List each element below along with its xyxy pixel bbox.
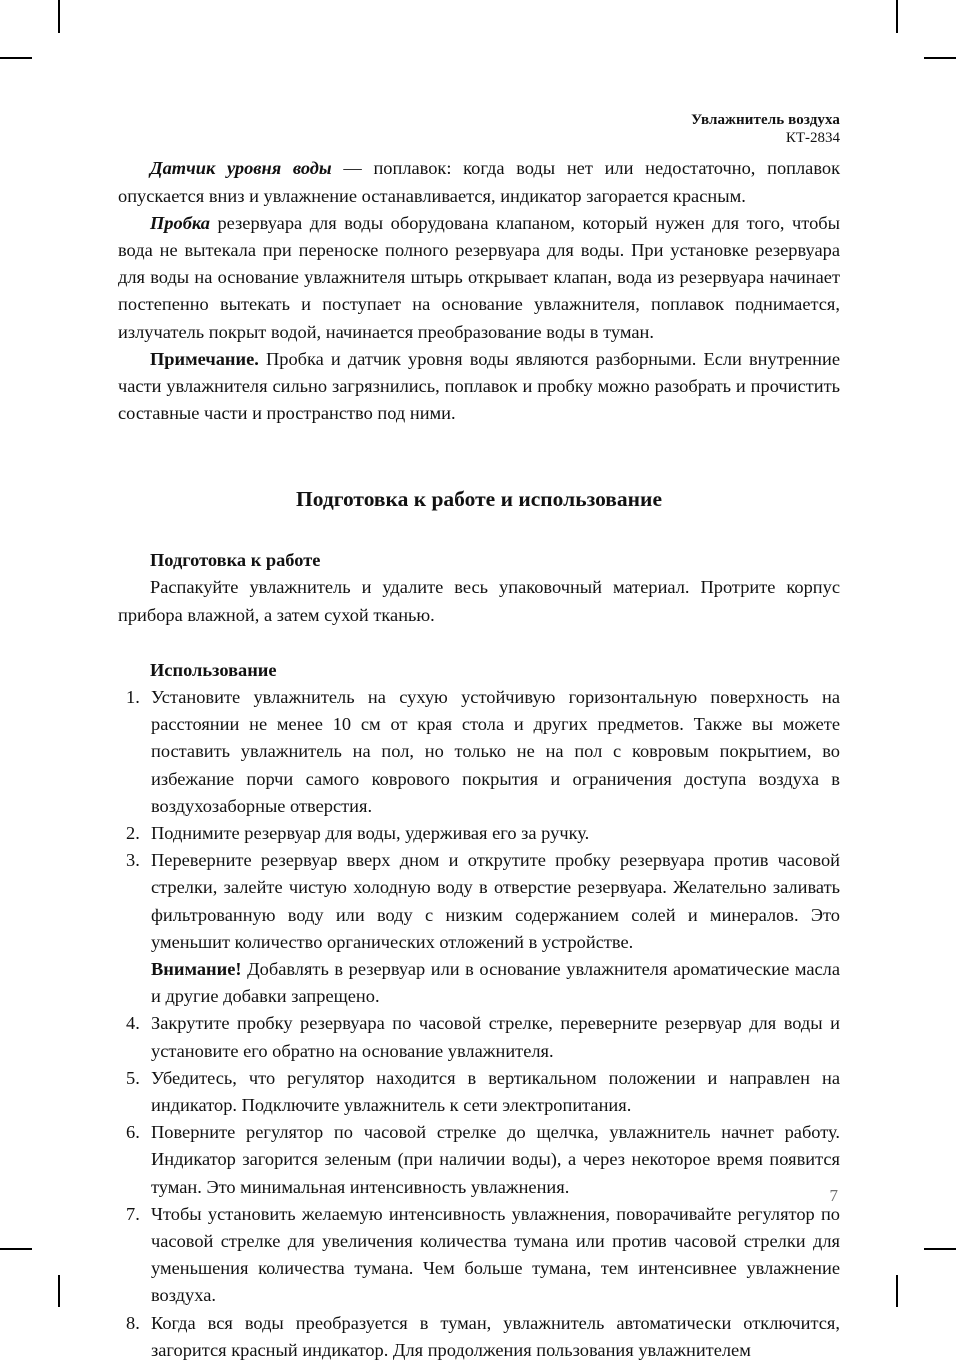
list-item [118,1010,840,1064]
crop-mark-top-left-horizontal [0,57,32,59]
paragraph-cap-text: резервуара для воды оборудована клапаном, который нужен для того, чтобы вода не вытекала при переноске полного резервуара для воды. При установке резервуара для воды на основание увлажнителя штырь открывает клапан, вода из резервуара начинает постепенно вытекать и поступает на основание увлажнителя, поплавок поднимается, излучатель покрыт водой, начинается преобразование воды в туман. [118,212,840,342]
crop-mark-bottom-left-horizontal [0,1248,32,1250]
list-item-number: 7. [126,1203,140,1224]
list-item-text: Чтобы установить желаемую интенсивность увлажнения, поворачивайте регулятор по часовой стрелке для увеличения количества тумана или против часовой стрелки для уменьшения количества тумана. Чем больше тумана, тем интенсивнее увлажнение воздуха. [151,1203,840,1306]
crop-mark-bottom-right-vertical [896,1275,898,1307]
crop-mark-bottom-left-vertical [58,1275,60,1307]
list-item [118,684,840,820]
subheading-usage: Использование [150,659,277,680]
running-head [118,112,840,147]
list-item-number: 6. [126,1122,140,1143]
crop-mark-top-right-vertical [896,0,898,33]
list-item-number: 4. [126,1013,140,1034]
list-item-number: 2. [126,823,140,844]
list-item [118,1310,840,1364]
list-item-number: 8. [126,1312,140,1333]
crop-mark-bottom-right-horizontal [924,1248,956,1250]
list-item-text: Закрутите пробку резервуара по часовой стрелке, переверните резервуар для воды и установите его обратно на основание увлажнителя. [151,1013,840,1061]
list-item [118,847,840,1010]
usage-steps-list [118,684,840,1364]
list-item-text: Когда вся воды преобразуется в туман, увлажнитель автоматически отключится, загорится красный индикатор. Для продолжения пользования увлажнителем [151,1312,840,1360]
list-item-number: 1. [126,687,140,708]
paragraph-water-sensor [118,155,840,209]
list-item [118,1201,840,1310]
list-item-warning [151,956,840,1010]
paragraph-water-sensor-lead: Датчик уровня воды [150,158,332,179]
list-item-number: 3. [126,850,140,871]
list-item-text: Переверните резервуар вверх дном и открутите пробку резервуара против часовой стрелки, залейте чистую холодную воду в отверстие резервуара. Желательно заливать фильтрованную воду или воду с низким содержанием солей и минералов. Это уменьшит количество органических отложений в устройстве. [151,850,840,952]
list-item [118,1119,840,1201]
spacer-before-usage [118,629,840,657]
list-item-text: Поднимите резервуар для воды, удерживая его за ручку. [151,823,590,844]
list-item-warning-text: Добавлять в резервуар или в основание увлажнителя ароматические масла и другие добавки запрещено. [151,959,840,1007]
crop-mark-top-right-horizontal [924,57,956,59]
paragraph-note-lead: Примечание. [150,348,259,369]
paragraph-cap-lead: Пробка [150,212,210,233]
paragraph-preparation: Распакуйте увлажнитель и удалите весь упаковочный материал. Протрите корпус прибора влажной, а затем сухой тканью. [118,577,840,625]
list-item [118,1065,840,1119]
list-item-number: 5. [126,1067,140,1088]
page-number: 7 [829,1186,838,1205]
subheading-preparation: Подготовка к работе [150,550,321,571]
running-head-title: Увлажнитель воздуха [691,112,840,128]
list-item-warning-lead: Внимание! [151,959,242,980]
page-content [118,112,840,1364]
paragraph-note [118,346,840,428]
crop-mark-top-left-vertical [58,0,60,33]
spacer-after-section-title [118,513,840,547]
paragraph-cap [118,210,840,346]
spacer-before-section-title [118,427,840,487]
list-item-text: Установите увлажнитель на сухую устойчивую горизонтальную поверхность на расстоянии не менее 10 см от края стола и других предметов. Также вы можете поставить увлажнитель на пол, но только не на пол с ковровым покрытием, во избежание порчи самого коврового покрытия и ограничения доступа воздуха в воздухозаборные отверстия. [151,687,840,816]
list-item-text: Убедитесь, что регулятор находится в вертикальном положении и направлен на индикатор. Подключите увлажнитель к сети электропитания. [151,1067,840,1116]
list-item [118,820,840,847]
paragraph-water-sensor-text: — поплавок: когда воды нет или недостаточно, поплавок опускается вниз и увлажнение останавливается, индикатор загорается красным. [118,158,841,206]
list-item-text: Поверните регулятор по часовой стрелке до щелчка, увлажнитель начнет работу. Индикатор загорится зеленым (при наличии воды), а через некоторое время появится туман. Это минимальная интенсивность увлажнения. [151,1122,840,1197]
running-head-model: КТ-2834 [785,129,840,146]
paragraph-note-text: Пробка и датчик уровня воды являются разборными. Если внутренние части увлажнителя сильно загрязнились, поплавок и пробку можно разобрать и прочистить составные части и пространство под ними. [118,348,840,424]
section-title: Подготовка к работе и использование [296,487,662,512]
